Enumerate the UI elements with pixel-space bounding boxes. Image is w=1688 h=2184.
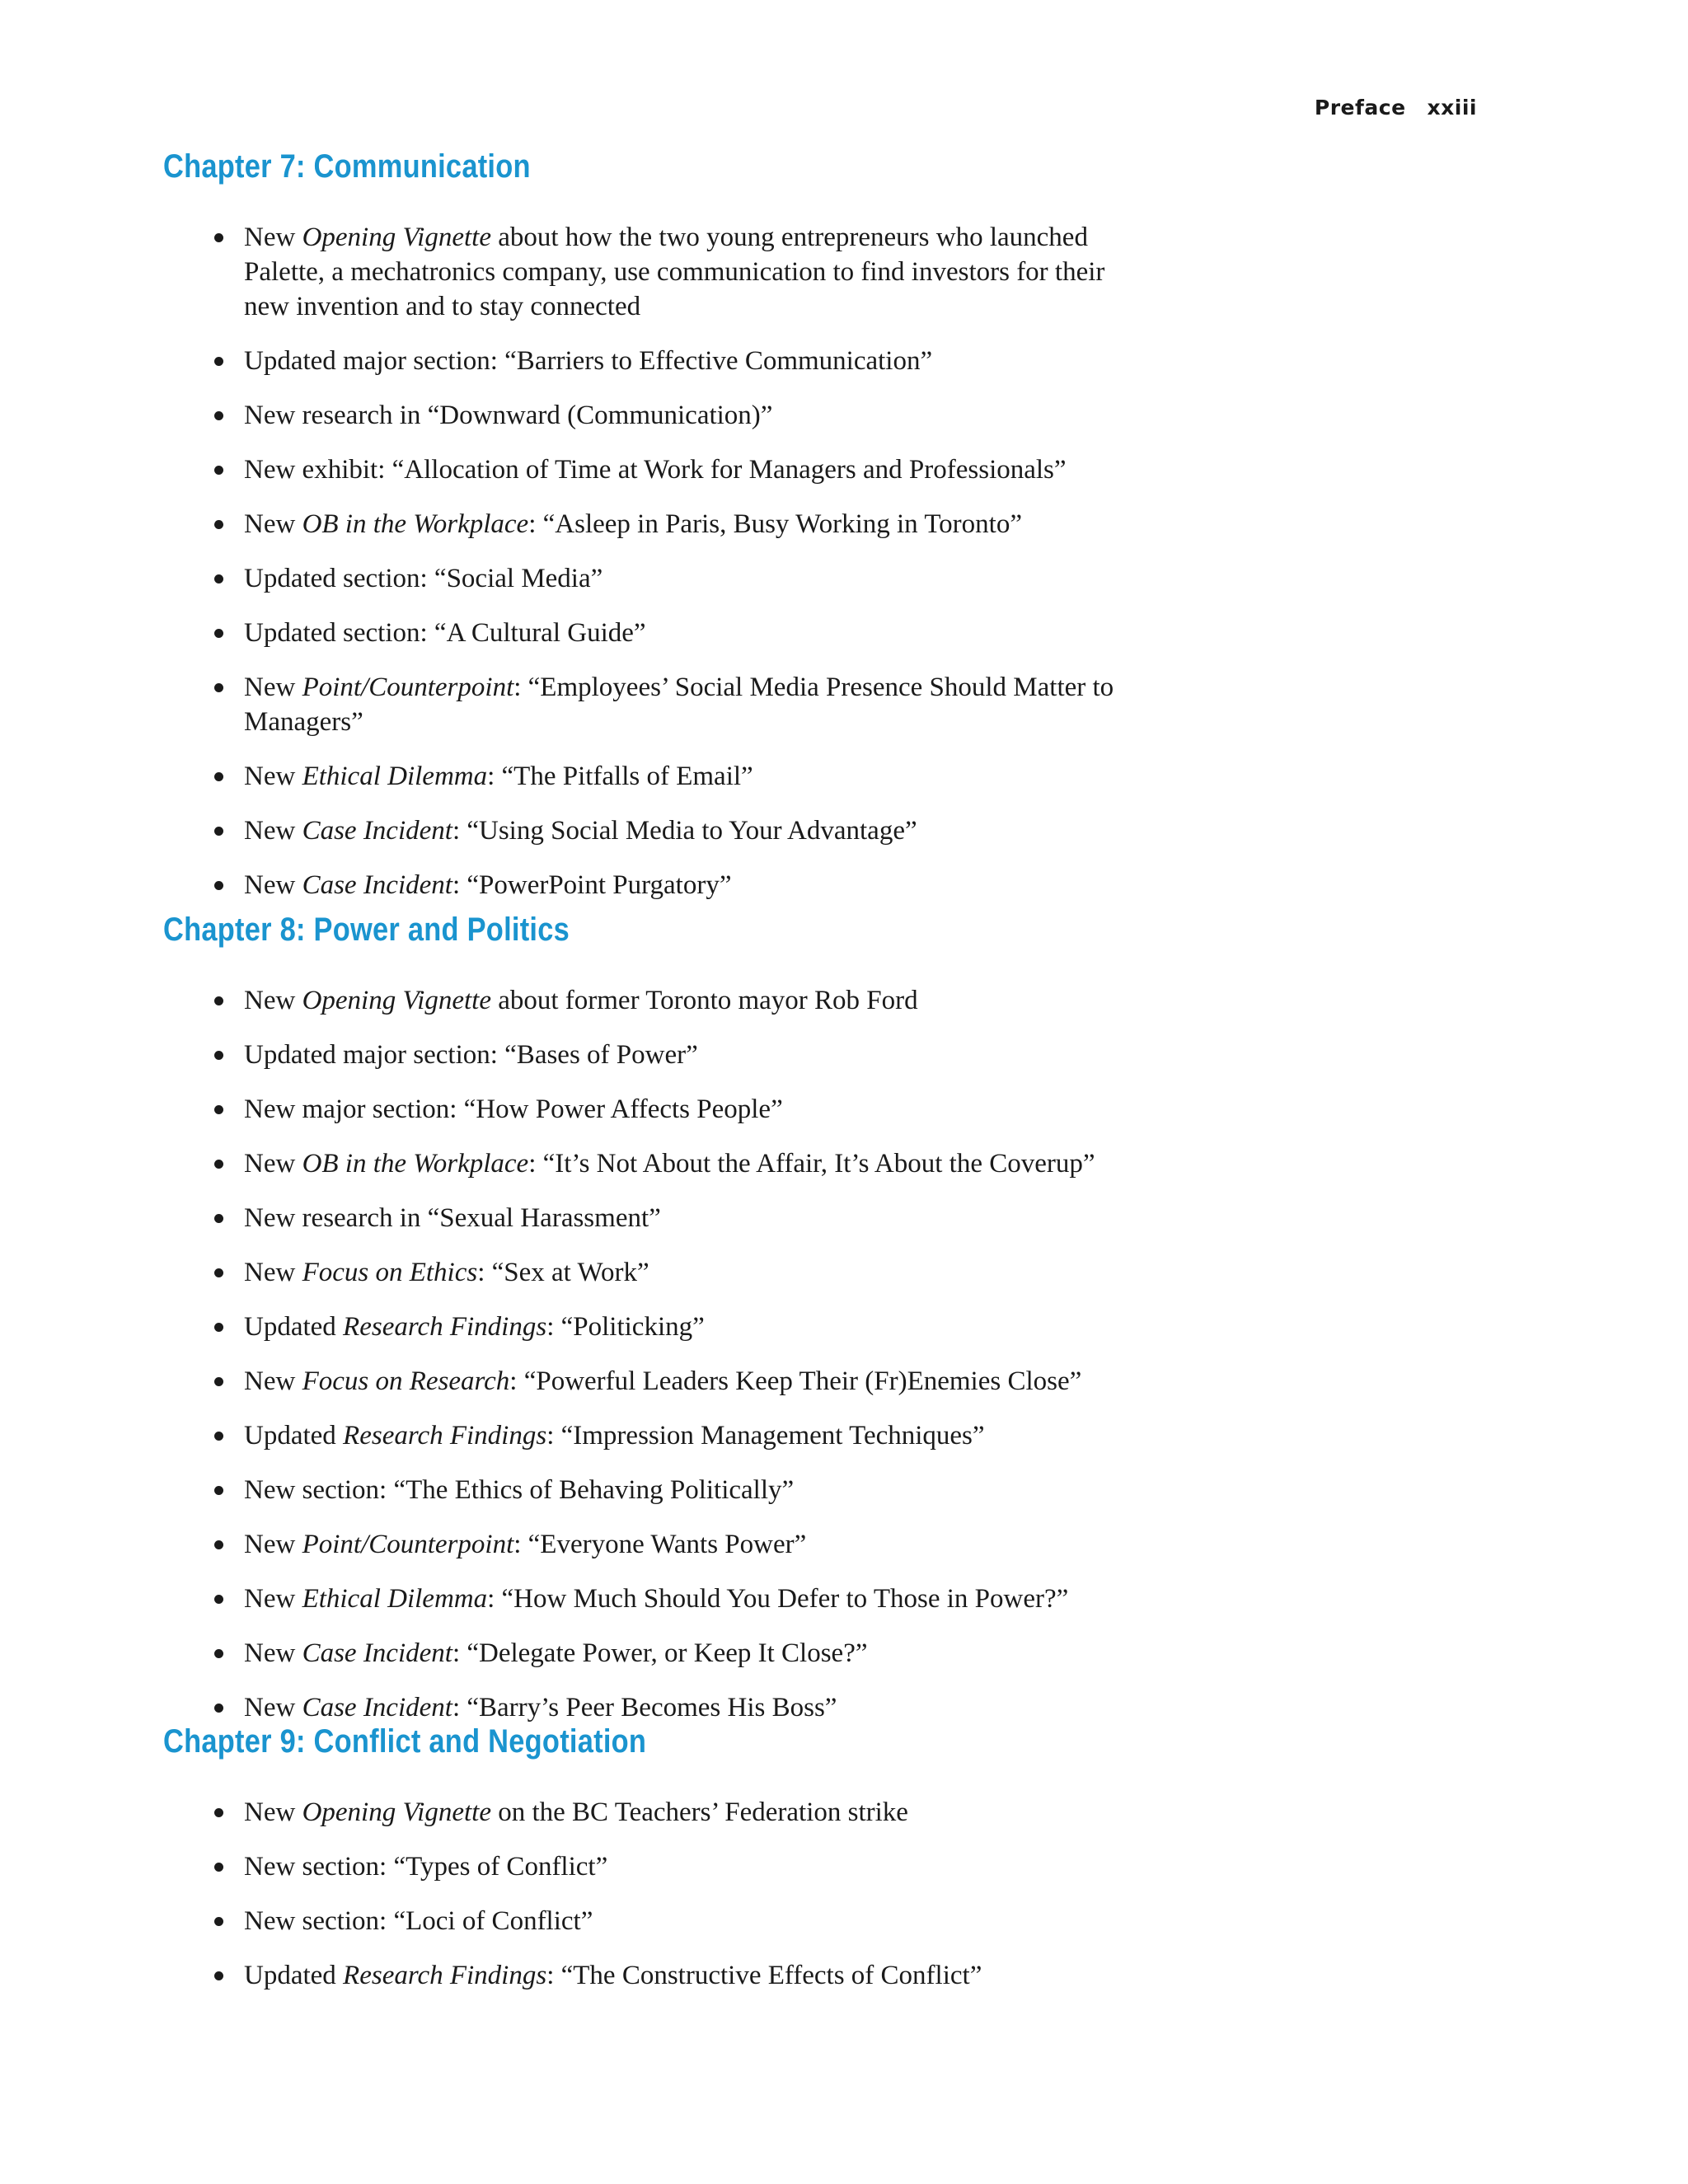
item-text-rest: : “Everyone Wants Power” xyxy=(513,1530,807,1559)
item-text: Updated section: “A Cultural Guide” xyxy=(244,618,646,648)
list-item xyxy=(163,1146,1151,1181)
item-text: New xyxy=(244,1366,302,1396)
list-item xyxy=(163,1310,1151,1344)
item-text: New exhibit: “Allocation of Time at Work for Managers and Professionals” xyxy=(244,455,1067,485)
list-item xyxy=(163,1473,1151,1507)
chapter-8-section xyxy=(163,912,1152,1745)
item-text: Updated xyxy=(244,1421,344,1451)
item-text-rest: : “Employees’ Social Media Presence Should Matter to Managers” xyxy=(244,673,1114,737)
list-item xyxy=(163,398,1151,433)
chapter-heading: Chapter 7: Communication xyxy=(163,148,531,185)
list-item xyxy=(163,1092,1151,1127)
bullet-list xyxy=(163,1795,1193,1993)
item-feature-name: Ethical Dilemma xyxy=(302,762,488,791)
item-text: New major section: “How Power Affects People” xyxy=(244,1094,783,1124)
item-text: New xyxy=(244,1693,302,1722)
item-text-rest: : “Sex at Work” xyxy=(477,1258,649,1287)
list-item xyxy=(163,1527,1151,1562)
bullet-icon xyxy=(214,233,223,242)
bullet-icon xyxy=(214,520,223,529)
bullet-icon xyxy=(214,1540,223,1549)
item-feature-name: Focus on Ethics xyxy=(302,1258,478,1287)
bullet-list xyxy=(163,220,1193,902)
item-text: Updated xyxy=(244,1312,344,1342)
bullet-icon xyxy=(214,1971,223,1980)
item-feature-name: Point/Counterpoint xyxy=(302,1530,514,1559)
list-item xyxy=(163,1690,1151,1725)
page-number: xxiii xyxy=(1427,96,1477,120)
list-item xyxy=(163,983,1151,1018)
item-text-rest: : “Asleep in Paris, Busy Working in Toronto” xyxy=(528,509,1022,539)
item-text: New research in “Downward (Communication)” xyxy=(244,401,773,430)
item-feature-name: Opening Vignette xyxy=(302,986,491,1015)
item-text: New xyxy=(244,762,302,791)
list-item xyxy=(163,1418,1151,1453)
bullet-icon xyxy=(214,1377,223,1386)
item-text-rest: : “It’s Not About the Affair, It’s About the Coverup” xyxy=(528,1149,1095,1179)
list-item xyxy=(163,868,1151,902)
bullet-icon xyxy=(214,357,223,366)
list-item xyxy=(163,1958,1151,1993)
running-head xyxy=(1315,96,1477,120)
item-text: New research in “Sexual Harassment” xyxy=(244,1203,661,1233)
list-item xyxy=(163,670,1151,739)
bullet-icon xyxy=(214,881,223,890)
bullet-icon xyxy=(214,1704,223,1713)
bullet-icon xyxy=(214,1268,223,1277)
list-item xyxy=(163,1364,1151,1399)
item-text-rest: : “Powerful Leaders Keep Their (Fr)Enemies Close” xyxy=(509,1366,1082,1396)
bullet-icon xyxy=(214,827,223,836)
list-item xyxy=(163,1038,1151,1072)
list-item xyxy=(163,1201,1151,1235)
list-item xyxy=(163,1255,1151,1290)
item-feature-name: Case Incident xyxy=(302,1638,452,1668)
item-text: New xyxy=(244,509,302,539)
item-text: New xyxy=(244,1258,302,1287)
bullet-icon xyxy=(214,1649,223,1658)
item-text: New xyxy=(244,1638,302,1668)
item-text-rest: : “Using Social Media to Your Advantage” xyxy=(452,816,917,846)
list-item xyxy=(163,1849,1151,1884)
list-item xyxy=(163,452,1151,487)
list-item xyxy=(163,344,1151,378)
bullet-icon xyxy=(214,1486,223,1495)
bullet-list xyxy=(163,983,1193,1725)
list-item xyxy=(163,813,1151,848)
item-text-rest: : “Barry’s Peer Becomes His Boss” xyxy=(452,1693,837,1722)
bullet-icon xyxy=(214,1214,223,1223)
item-text: New xyxy=(244,870,302,900)
item-text: New xyxy=(244,1584,302,1614)
item-feature-name: Point/Counterpoint xyxy=(302,673,514,702)
item-text: New section: “Types of Conflict” xyxy=(244,1852,608,1882)
item-feature-name: Case Incident xyxy=(302,870,452,900)
bullet-icon xyxy=(214,411,223,420)
item-feature-name: OB in the Workplace xyxy=(302,509,529,539)
bullet-icon xyxy=(214,1051,223,1060)
list-item xyxy=(163,1795,1151,1830)
item-text-rest: : “Delegate Power, or Keep It Close?” xyxy=(452,1638,868,1668)
item-feature-name: OB in the Workplace xyxy=(302,1149,529,1179)
item-text: New xyxy=(244,986,302,1015)
list-item xyxy=(163,1636,1151,1671)
item-feature-name: Ethical Dilemma xyxy=(302,1584,488,1614)
bullet-icon xyxy=(214,629,223,638)
item-text: New xyxy=(244,673,302,702)
running-head-label: Preface xyxy=(1314,96,1406,120)
list-item xyxy=(163,561,1151,596)
item-text-rest: on the BC Teachers’ Federation strike xyxy=(490,1797,908,1827)
item-text-rest: about how the two young entrepreneurs who launched Palette, a mechatronics company, use communication to find investors for their new invention and to stay connected xyxy=(244,223,1105,321)
chapter-heading: Chapter 8: Power and Politics xyxy=(163,912,570,948)
bullet-icon xyxy=(214,574,223,583)
bullet-icon xyxy=(214,996,223,1005)
item-text: New xyxy=(244,1530,302,1559)
item-feature-name: Focus on Research xyxy=(302,1366,510,1396)
item-text-rest: : “How Much Should You Defer to Those in Power?” xyxy=(487,1584,1069,1614)
item-feature-name: Research Findings xyxy=(343,1421,547,1451)
chapter-9-section xyxy=(163,1723,1152,2013)
chapter-7-section xyxy=(163,148,1152,922)
item-feature-name: Research Findings xyxy=(343,1312,547,1342)
chapter-heading: Chapter 9: Conflict and Negotiation xyxy=(163,1723,647,1760)
item-text-rest: : “Impression Management Techniques” xyxy=(546,1421,985,1451)
list-item xyxy=(163,220,1151,324)
item-text: Updated major section: “Barriers to Effective Communication” xyxy=(244,346,933,376)
bullet-icon xyxy=(214,1432,223,1441)
item-feature-name: Case Incident xyxy=(302,816,452,846)
list-item xyxy=(163,1582,1151,1616)
bullet-icon xyxy=(214,772,223,781)
bullet-icon xyxy=(214,683,223,692)
item-text: New xyxy=(244,223,302,252)
item-text-rest: : “PowerPoint Purgatory” xyxy=(452,870,732,900)
item-text: Updated xyxy=(244,1961,344,1990)
item-feature-name: Opening Vignette xyxy=(302,223,491,252)
item-text: New xyxy=(244,1149,302,1179)
bullet-icon xyxy=(214,1808,223,1817)
item-text: New xyxy=(244,1797,302,1827)
bullet-icon xyxy=(214,1323,223,1332)
bullet-icon xyxy=(214,466,223,475)
bullet-icon xyxy=(214,1863,223,1872)
item-feature-name: Opening Vignette xyxy=(302,1797,491,1827)
item-text: Updated section: “Social Media” xyxy=(244,564,603,593)
item-text: New section: “Loci of Conflict” xyxy=(244,1906,593,1936)
item-text: New section: “The Ethics of Behaving Politically” xyxy=(244,1475,795,1505)
item-feature-name: Research Findings xyxy=(343,1961,547,1990)
list-item xyxy=(163,507,1151,541)
item-text-rest: : “Politicking” xyxy=(546,1312,705,1342)
item-text-rest: about former Toronto mayor Rob Ford xyxy=(490,986,918,1015)
list-item xyxy=(163,759,1151,794)
item-text-rest: : “The Pitfalls of Email” xyxy=(487,762,753,791)
bullet-icon xyxy=(214,1917,223,1926)
bullet-icon xyxy=(214,1595,223,1604)
bullet-icon xyxy=(214,1105,223,1114)
list-item xyxy=(163,1904,1151,1938)
item-feature-name: Case Incident xyxy=(302,1693,452,1722)
item-text: Updated major section: “Bases of Power” xyxy=(244,1040,698,1070)
item-text-rest: : “The Constructive Effects of Conflict” xyxy=(546,1961,982,1990)
list-item xyxy=(163,616,1151,650)
bullet-icon xyxy=(214,1160,223,1169)
item-text: New xyxy=(244,816,302,846)
